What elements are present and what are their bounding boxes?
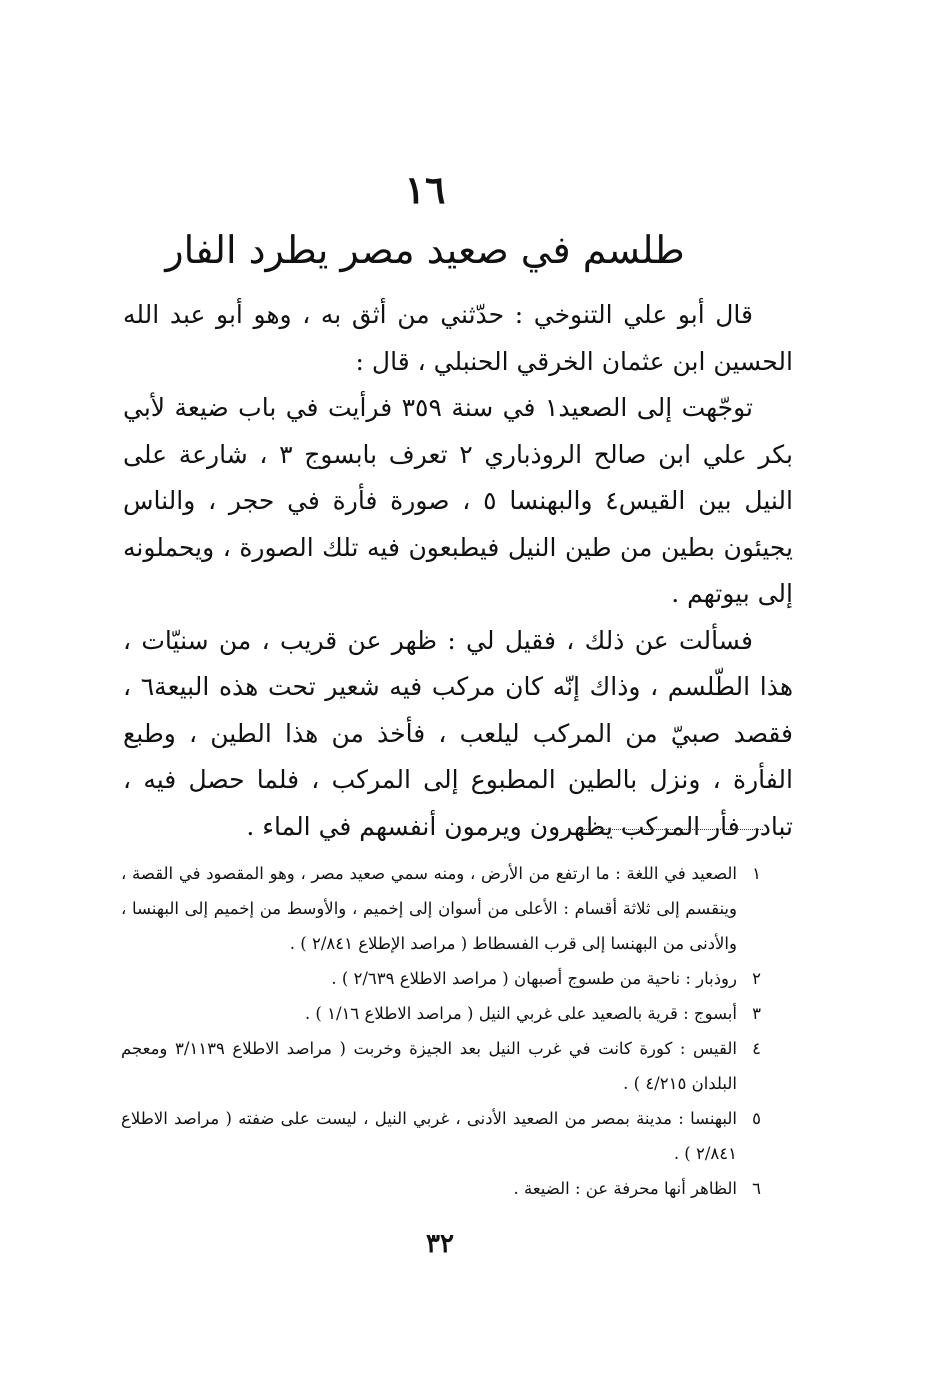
footnote-number: ١ — [752, 864, 761, 883]
footnote — [121, 1031, 761, 1101]
footnotes — [121, 856, 761, 1206]
page-number: ٣٢ — [426, 1229, 454, 1259]
footnote-number: ٢ — [752, 969, 761, 988]
footnote-separator — [577, 829, 763, 830]
footnote — [121, 961, 761, 996]
footnote — [121, 856, 761, 961]
footnote-text: أبسوج : قرية بالصعيد على غربي النيل ( مراصد الاطلاع ١/١٦ ) . — [304, 1004, 737, 1023]
footnote-text: الظاهر أنها محرفة عن : الضيعة . — [513, 1179, 737, 1198]
body-text — [123, 292, 793, 850]
chapter-title: طلسم في صعيد مصر يطرد الفار — [165, 228, 685, 272]
chapter-number: ١٦ — [404, 167, 446, 212]
footnote-number: ٦ — [752, 1179, 761, 1198]
footnote — [121, 1101, 761, 1171]
footnote — [121, 996, 761, 1031]
footnote-number: ٣ — [752, 1004, 761, 1023]
footnote-text: البهنسا : مدينة بمصر من الصعيد الأدنى ، غربي النيل ، ليست على ضفته ( مراصد الاطلاع ٢/٨٤١ ) . — [121, 1109, 737, 1163]
paragraph: فسألت عن ذلك ، فقيل لي : ظهر عن قريب ، من سنيّات ، هذا الطّلسم ، وذاك إنّه كان مركب فيه شعير تحت هذه البيعة٦ ، فقصد صبيّ من المركب ليلعب ، فأخذ من هذا الطين ، وطبع الفأرة ، ونزل بالطين المطبوع إلى المركب ، فلما حصل فيه ، تبادر فأر المركب يظهرون ويرمون أنفسهم في الماء . — [123, 625, 793, 841]
paragraph: قال أبو علي التنوخي : حدّثني من أثق به ، وهو أبو عبد الله الحسين ابن عثمان الخرقي الحنبلي ، قال : — [123, 300, 793, 376]
footnote-number: ٤ — [752, 1039, 761, 1058]
footnote-number: ٥ — [752, 1109, 761, 1128]
footnote-text: القيس : كورة كانت في غرب النيل بعد الجيزة وخربت ( مراصد الاطلاع ٣/١١٣٩ ومعجم البلدان ٤/٢١٥ ) . — [121, 1039, 737, 1093]
footnote-text: الصعيد في اللغة : ما ارتفع من الأرض ، ومنه سمي صعيد مصر ، وهو المقصود في القصة ، وينقسم إلى ثلاثة أقسام : الأعلى من أسوان إلى إخميم ، والأوسط من إخميم إلى البهنسا ، والأدنى من البهنسا إلى قرب الفسطاط ( مراصد الإطلاع ٢/٨٤١ ) . — [121, 864, 737, 953]
footnote — [121, 1171, 761, 1206]
footnote-text: روذبار : ناحية من طسوج أصبهان ( مراصد الاطلاع ٢/٦٣٩ ) . — [331, 969, 737, 988]
paragraph: توجّهت إلى الصعيد١ في سنة ٣٥٩ فرأيت في باب ضيعة لأبي بكر علي ابن صالح الروذباري ٢ تعرف بابسوج ٣ ، شارعة على النيل بين القيس٤ والبهنسا ٥ ، صورة فأرة في حجر ، والناس يجيئون بطين من طين النيل فيطبعون فيه تلك الصورة ، ويحملونه إلى بيوتهم . — [123, 393, 793, 608]
